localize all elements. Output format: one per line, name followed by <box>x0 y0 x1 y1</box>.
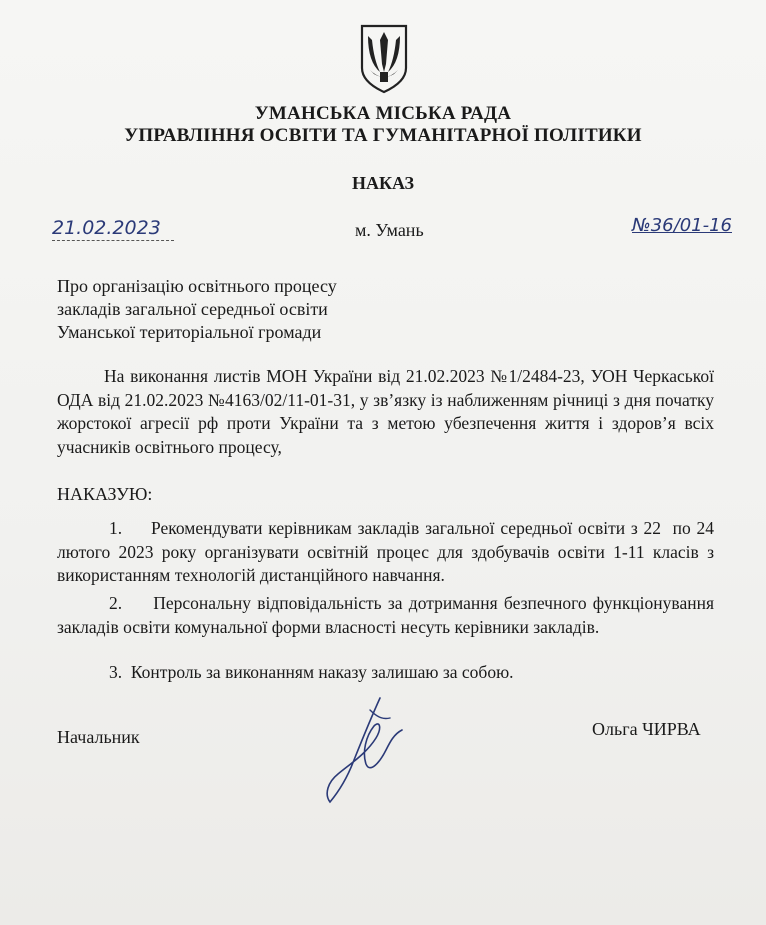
organization-name: УМАНСЬКА МІСЬКА РАДА <box>254 103 512 124</box>
document-date: 21.02.2023 <box>52 217 161 239</box>
subject-line: Уманської територіальної громади <box>57 322 322 342</box>
order-heading: НАКАЗУЮ: <box>57 484 153 504</box>
document-subject <box>57 275 337 344</box>
department-name: УПРАВЛІННЯ ОСВІТИ ТА ГУМАНІТАРНОЇ ПОЛІТИКИ <box>124 125 642 146</box>
document-number: №36/01-16 <box>632 215 732 236</box>
signer-name: Ольга ЧИРВА <box>592 719 701 739</box>
document-city: м. Умань <box>355 220 424 240</box>
order-item: 3. Контроль за виконанням наказу залишаю за собою. <box>109 662 514 682</box>
document-type: НАКАЗ <box>351 173 415 193</box>
subject-line: Про організацію освітнього процесу <box>57 276 337 296</box>
order-item: 2. Персональну відповідальність за дотримання безпечного функціонування закладів освіти комунальної форми власності несуть керівники закладів. <box>57 593 719 637</box>
date-underline <box>52 240 174 241</box>
trident-icon <box>358 22 410 94</box>
preamble-paragraph: На виконання листів МОН України від 21.02.2023 №1/2484-23, УОН Черкаської ОДА від 21.02.2023 №4163/02/11-01-31, у зв’язку із наближенням річниці з дня початку жорстокої агресії рф проти України та з метою убезпечення життя і здоров’я всіх учасників освітнього процесу, <box>57 366 714 457</box>
handwritten-signature-icon <box>310 690 420 810</box>
signer-role: Начальник <box>57 727 140 747</box>
order-item: 1. Рекомендувати керівникам закладів загальної середньої освіти з 22 по 24 лютого 2023 року організувати освітній процес для здобувачів освіти 1-11 класів з використанням технологій дистанційного навчання. <box>57 518 719 585</box>
subject-line: закладів загальної середньої освіти <box>57 299 328 319</box>
